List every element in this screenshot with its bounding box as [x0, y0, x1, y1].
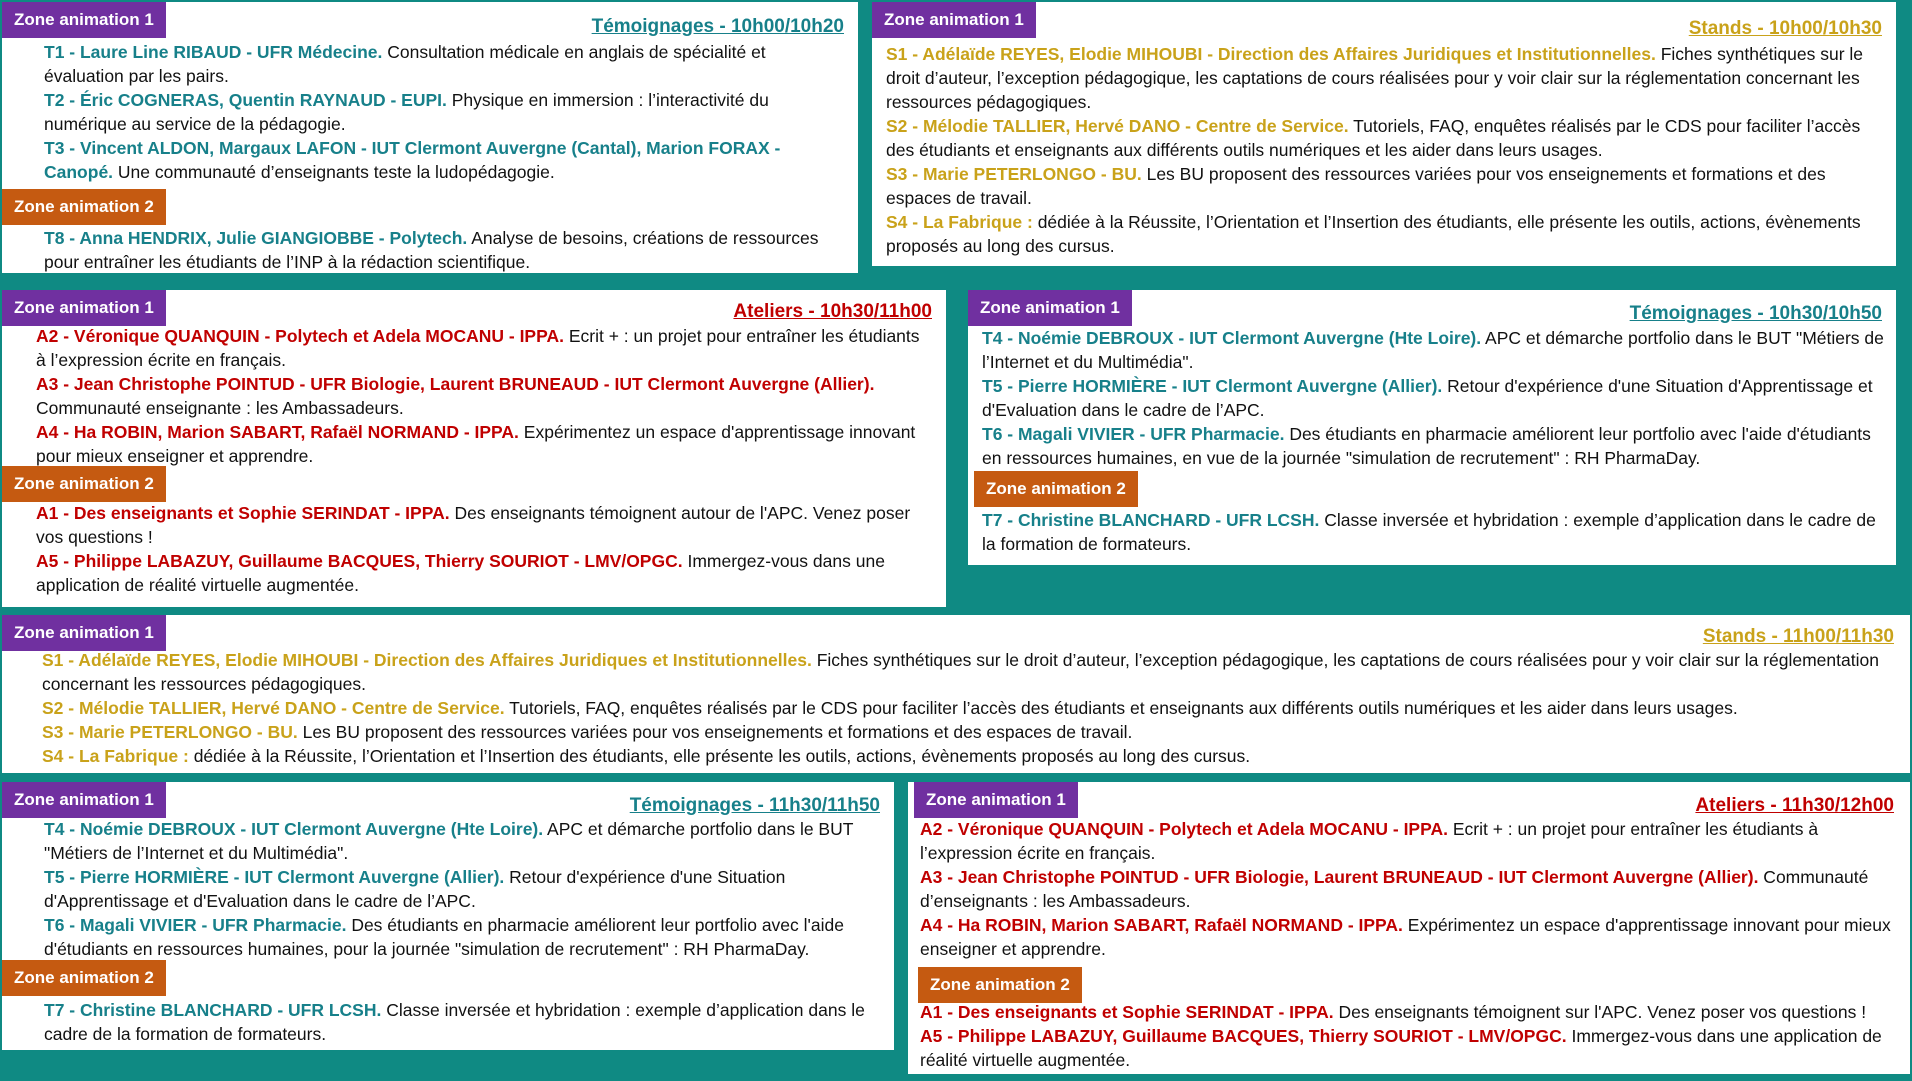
list-item: A5 - Philippe LABAZUY, Guillaume BACQUES, Thierry SOURIOT - LMV/OPGC. Immergez-vous dans une application de réalité virtuelle augmentée.	[36, 551, 885, 595]
zone1-list	[982, 326, 1886, 470]
list-item: A5 - Philippe LABAZUY, Guillaume BACQUES, Thierry SOURIOT - LMV/OPGC. Immergez-vous dans une application de réalité virtuelle augmentée.	[920, 1026, 1882, 1070]
panel-title: Témoignages - 10h00/10h20	[591, 16, 844, 37]
list-item: T6 - Magali VIVIER - UFR Pharmacie. Des étudiants en pharmacie améliorent leur portfolio avec l'aide d'étudiants en ressources humaines, pour la journée "simulation de recrutement" : RH PharmaDay.	[44, 915, 844, 959]
zone-animation-2-badge: Zone animation 2	[974, 471, 1138, 507]
zone1-list	[920, 817, 1900, 961]
zone1-list	[44, 817, 884, 961]
zone-animation-1-badge: Zone animation 1	[2, 615, 166, 651]
list-item: T4 - Noémie DEBROUX - IUT Clermont Auvergne (Hte Loire). APC et démarche portfolio dans le BUT "Métiers de l’Internet et du Multimédia".	[982, 328, 1884, 372]
zone2-list	[36, 501, 926, 597]
list-item: A1 - Des enseignants et Sophie SERINDAT - IPPA. Des enseignants témoignent autour de l'APC. Venez poser vos questions !	[36, 503, 911, 547]
list-item: A3 - Jean Christophe POINTUD - UFR Biologie, Laurent BRUNEAUD - IUT Clermont Auvergne (Allier). Communauté enseignante : les Ambassadeurs.	[36, 374, 875, 418]
list-item: S3 - Marie PETERLONGO - BU. Les BU proposent des ressources variées pour vos enseignements et formations et des espaces de travail.	[42, 722, 1133, 742]
panel-ateliers-1130	[908, 782, 1910, 1074]
zone2-list	[982, 508, 1886, 556]
list-item: T7 - Christine BLANCHARD - UFR LCSH. Classe inversée et hybridation : exemple d’application dans le cadre de la formation de formateurs.	[982, 510, 1876, 554]
panel-title: Témoignages - 11h30/11h50	[629, 795, 880, 816]
list-item: S1 - Adélaïde REYES, Elodie MIHOUBI - Direction des Affaires Juridiques et Institutionnelles. Fiches synthétiques sur le droit d’auteur, l’exception pédagogique, les captations de cours réalisées pour y voir clair sur la réglementation concernant les ressources pédagogiques.	[42, 650, 1879, 694]
zone-animation-1-badge: Zone animation 1	[968, 290, 1132, 326]
list-item: S4 - La Fabrique : dédiée à la Réussite, l’Orientation et l’Insertion des étudiants, elle présente les outils, actions, évènements proposés au long des cursus.	[42, 746, 1251, 766]
panel-temoignages-1030	[968, 290, 1896, 565]
list-item: T1 - Laure Line RIBAUD - UFR Médecine. Consultation médicale en anglais de spécialité et évaluation par les pairs.	[44, 42, 766, 86]
list-item: A1 - Des enseignants et Sophie SERINDAT - IPPA. Des enseignants témoignent sur l'APC. Venez poser vos questions !	[920, 1002, 1867, 1022]
list-item: S4 - La Fabrique : dédiée à la Réussite, l’Orientation et l’Insertion des étudiants, elle présente les outils, actions, évènements proposés au long des cursus.	[886, 212, 1861, 256]
list-item: T3 - Vincent ALDON, Margaux LAFON - IUT Clermont Auvergne (Cantal), Marion FORAX - Canopé. Une communauté d’enseignants teste la ludopédagogie.	[44, 138, 781, 182]
list-item: A4 - Ha ROBIN, Marion SABART, Rafaël NORMAND - IPPA. Expérimentez un espace d'apprentissage innovant pour mieux enseigner et apprendre.	[920, 915, 1891, 959]
list-item: A4 - Ha ROBIN, Marion SABART, Rafaël NORMAND - IPPA. Expérimentez un espace d'apprentissage innovant pour mieux enseigner et apprendre.	[36, 422, 916, 466]
list-item: A2 - Véronique QUANQUIN - Polytech et Adela MOCANU - IPPA. Ecrit + : un projet pour entraîner les étudiants à l’expression écrite en français.	[36, 326, 920, 370]
zone1-list	[44, 40, 834, 184]
zone2-list	[44, 226, 834, 273]
panel-temoignages-1130	[2, 782, 894, 1050]
zone-animation-1-badge: Zone animation 1	[914, 782, 1078, 818]
zone-animation-2-badge: Zone animation 2	[2, 960, 166, 996]
list-item: S2 - Mélodie TALLIER, Hervé DANO - Centre de Service. Tutoriels, FAQ, enquêtes réalisés par le CDS pour faciliter l’accès des étudiants et enseignants aux différents outils numériques et les aider dans leurs usages.	[42, 698, 1738, 718]
panel-title: Ateliers - 10h30/11h00	[733, 301, 932, 322]
panel-stands-1100	[2, 615, 1910, 773]
zone-animation-1-badge: Zone animation 1	[2, 2, 166, 38]
zone1-list	[886, 42, 1882, 258]
zone1-list	[42, 648, 1892, 768]
zone-animation-2-badge: Zone animation 2	[918, 967, 1082, 1003]
zone1-list	[36, 324, 926, 468]
zone-animation-2-badge: Zone animation 2	[2, 189, 166, 225]
list-item: T5 - Pierre HORMIÈRE - IUT Clermont Auvergne (Allier). Retour d'expérience d'une Situation d'Apprentissage et d'Evaluation dans le cadre de l’APC.	[44, 867, 786, 911]
panel-title: Stands - 10h00/10h30	[1688, 18, 1882, 39]
panel-title: Ateliers - 11h30/12h00	[1695, 795, 1894, 816]
list-item: T6 - Magali VIVIER - UFR Pharmacie. Des étudiants en pharmacie améliorent leur portfolio avec l'aide d'étudiants en ressources humaines, en vue de la journée "simulation de recrutement" : RH PharmaDay.	[982, 424, 1871, 468]
panel-title: Stands - 11h00/11h30	[1702, 626, 1894, 647]
list-item: T2 - Éric COGNERAS, Quentin RAYNAUD - EUPI. Physique en immersion : l’interactivité du numérique au service de la pédagogie.	[44, 90, 769, 134]
zone2-list	[920, 1000, 1900, 1072]
list-item: A2 - Véronique QUANQUIN - Polytech et Adela MOCANU - IPPA. Ecrit + : un projet pour entraîner les étudiants à l’expression écrite en français.	[920, 819, 1819, 863]
zone-animation-1-badge: Zone animation 1	[2, 290, 166, 326]
zone-animation-2-badge: Zone animation 2	[2, 466, 166, 502]
list-item: S3 - Marie PETERLONGO - BU. Les BU proposent des ressources variées pour vos enseignements et formations et des espaces de travail.	[886, 164, 1826, 208]
zone-animation-1-badge: Zone animation 1	[872, 2, 1036, 38]
zone-animation-1-badge: Zone animation 1	[2, 782, 166, 818]
list-item: S2 - Mélodie TALLIER, Hervé DANO - Centre de Service. Tutoriels, FAQ, enquêtes réalisés par le CDS pour faciliter l’accès des étudiants et enseignants aux différents outils numériques et les aider dans leurs usages.	[886, 116, 1861, 160]
panel-title: Témoignages - 10h30/10h50	[1629, 303, 1882, 324]
list-item: T7 - Christine BLANCHARD - UFR LCSH. Classe inversée et hybridation : exemple d’application dans le cadre de la formation de formateurs.	[44, 1000, 865, 1044]
zone2-list	[44, 998, 884, 1046]
list-item: T4 - Noémie DEBROUX - IUT Clermont Auvergne (Hte Loire). APC et démarche portfolio dans le BUT "Métiers de l’Internet et du Multimédia".	[44, 819, 854, 863]
list-item: A3 - Jean Christophe POINTUD - UFR Biologie, Laurent BRUNEAUD - IUT Clermont Auvergne (Allier). Communauté d’enseignants : les Ambassadeurs.	[920, 867, 1869, 911]
panel-ateliers-1030	[2, 290, 946, 607]
list-item: T5 - Pierre HORMIÈRE - IUT Clermont Auvergne (Allier). Retour d'expérience d'une Situation d'Apprentissage et d'Evaluation dans le cadre de l’APC.	[982, 376, 1873, 420]
list-item: T8 - Anna HENDRIX, Julie GIANGIOBBE - Polytech. Analyse de besoins, créations de ressources pour entraîner les étudiants de l’INP à la rédaction scientifique.	[44, 228, 819, 272]
panel-temoignages-1000	[2, 2, 858, 273]
list-item: S1 - Adélaïde REYES, Elodie MIHOUBI - Direction des Affaires Juridiques et Institutionnelles. Fiches synthétiques sur le droit d’auteur, l’exception pédagogique, les captations de cours réalisées pour y voir clair sur la réglementation concernant les ressources pédagogiques.	[886, 44, 1864, 112]
panel-stands-1000	[872, 2, 1896, 266]
